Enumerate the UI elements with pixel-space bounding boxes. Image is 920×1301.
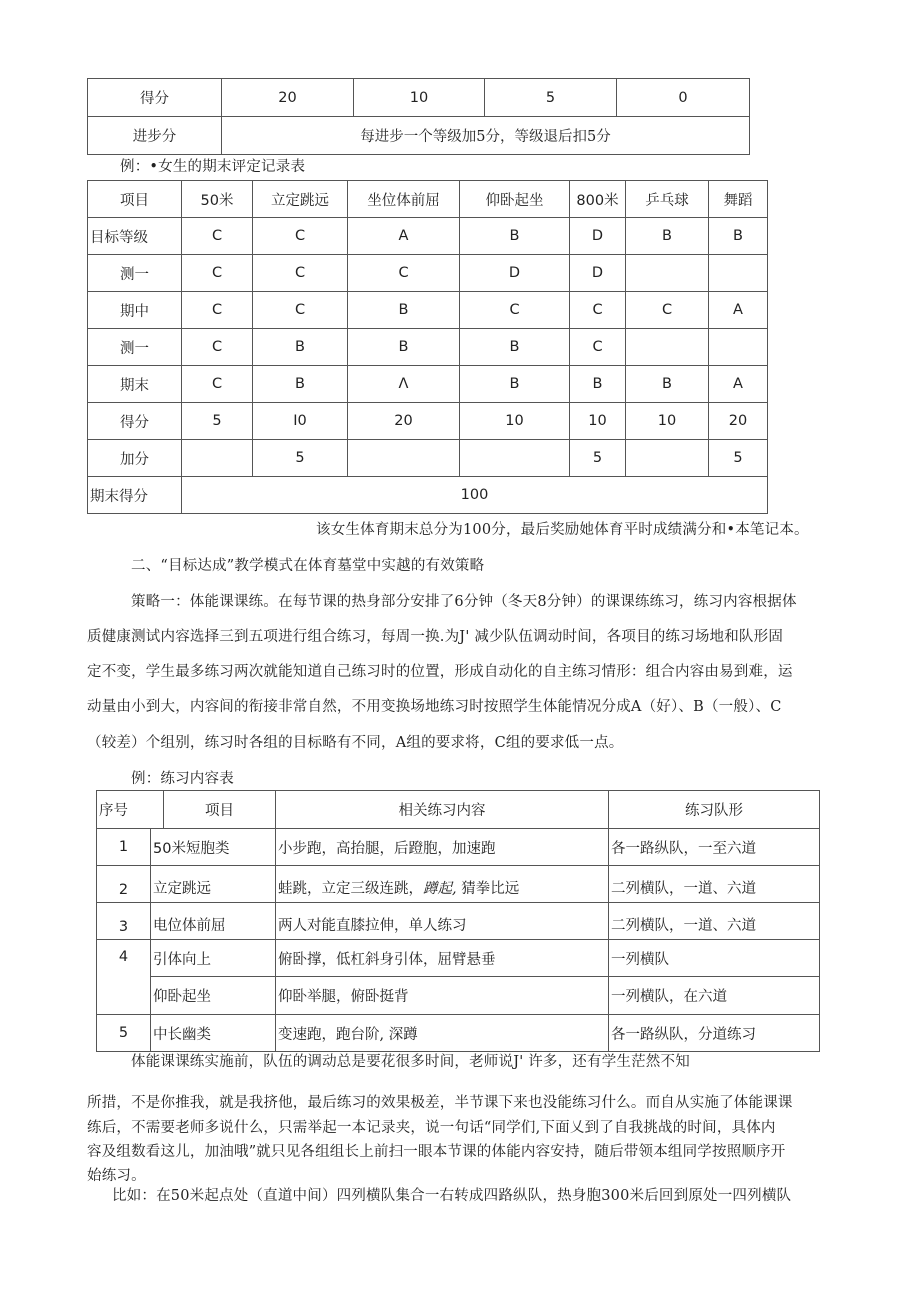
section-heading: 二、“目标达成”教学模式在体育墓堂中实越的有效策略 <box>131 558 485 574</box>
score-cell: 10 <box>626 403 709 440</box>
practice-row <box>97 1015 820 1052</box>
row-label: 测一 <box>88 329 182 366</box>
score-row <box>88 79 750 117</box>
score-cell: 10 <box>354 79 485 117</box>
content-text: 蛙跳，立定三级连跳， <box>278 881 423 897</box>
practice-header <box>96 790 820 829</box>
grade-cell: B <box>570 366 626 403</box>
example2-caption: 例：练习内容表 <box>131 771 234 787</box>
record-row <box>88 255 768 292</box>
record-header-row <box>88 181 768 218</box>
score-cell: 10 <box>570 403 626 440</box>
record-row <box>88 218 768 255</box>
final-score-value: 100 <box>182 477 768 514</box>
grade-cell: D <box>460 255 570 292</box>
practice-row <box>97 866 820 903</box>
grade-cell: D <box>570 255 626 292</box>
header-cell: 800米 <box>570 181 626 218</box>
bonus-cell: 5 <box>570 440 626 477</box>
practice-row <box>97 829 820 866</box>
content-cell: 两人对能直膝拉伸，单人练习 <box>276 903 609 940</box>
row-label: 测一 <box>88 255 182 292</box>
row-label: 期末得分 <box>88 477 182 514</box>
grade-cell: B <box>348 329 460 366</box>
row-number: 4 <box>97 940 151 1015</box>
example1-caption: 例：•女生的期末评定记录表 <box>120 159 306 175</box>
grade-cell: B <box>460 218 570 255</box>
row-label: 期中 <box>88 292 182 329</box>
closing-line: 练后，不需要老师多说什么，只需举起一本记录夹，说一句话“同学们,下面乂到了自我挑战的时间，具体内 <box>87 1120 776 1136</box>
header-cell: 练习队形 <box>609 791 820 829</box>
practice-table <box>96 790 819 1051</box>
grade-cell: A <box>348 218 460 255</box>
grade-cell: B <box>253 329 348 366</box>
closing-first-line: 体能课课练实施前，队伍的调动总是要花很多时间，老师说J' 许多，还有学生茫然不知 <box>131 1054 690 1070</box>
header-cell: 项目 <box>164 791 276 829</box>
score-cell: 20 <box>222 79 354 117</box>
bonus-cell <box>626 440 709 477</box>
practice-body <box>96 828 820 1052</box>
header-cell: 仰卧起坐 <box>460 181 570 218</box>
grade-cell: C <box>182 218 253 255</box>
header-cell: 立定跳远 <box>253 181 348 218</box>
grade-cell: C <box>570 292 626 329</box>
grade-cell: B <box>253 366 348 403</box>
record-row <box>88 440 768 477</box>
grade-cell <box>709 255 768 292</box>
record-table <box>87 180 768 514</box>
record-row <box>88 329 768 366</box>
grade-cell: B <box>460 366 570 403</box>
row-number: 1 <box>97 829 151 866</box>
grade-cell <box>626 255 709 292</box>
summary-line: 该女生体育期末总分为100分，最后奖励她体育平时成绩满分和•本笔记本。 <box>316 522 809 538</box>
formation-cell: 一列横队 <box>609 940 820 977</box>
formation-cell: 二列横队，一道、六道 <box>609 866 820 903</box>
content-cell: 变速跑，跑台阶, 深蹲 <box>276 1015 609 1052</box>
grade-cell: C <box>182 292 253 329</box>
grade-cell <box>709 329 768 366</box>
item-cell: 立定跳远 <box>151 866 276 903</box>
progress-row <box>88 117 750 155</box>
header-cell: 相关练习内容 <box>276 791 609 829</box>
grade-cell: B <box>460 329 570 366</box>
score-cell: I0 <box>253 403 348 440</box>
row-label: 得分 <box>88 403 182 440</box>
grade-cell: A <box>709 292 768 329</box>
item-cell: 中长幽类 <box>151 1015 276 1052</box>
grade-cell: B <box>626 218 709 255</box>
grade-cell: C <box>253 218 348 255</box>
grade-cell: C <box>460 292 570 329</box>
grade-cell: C <box>253 255 348 292</box>
row-label: 期末 <box>88 366 182 403</box>
content-cell <box>276 866 609 903</box>
row-number: 3 <box>97 903 151 940</box>
final-score-row <box>88 477 768 514</box>
content-cell: 仰卧举腿，俯卧挺背 <box>276 977 609 1015</box>
formation-cell: 二列横队，一道、六道 <box>609 903 820 940</box>
closing-line: 容及组数看这儿，加油哦”就只见各组组长上前扫一眼本节课的体能内容安持，随后带领本组同学按照顺序开 <box>87 1144 786 1160</box>
grade-cell: C <box>626 292 709 329</box>
item-cell: 50米短胞类 <box>151 829 276 866</box>
row-label: 加分 <box>88 440 182 477</box>
record-row <box>88 292 768 329</box>
content-cell: 俯卧撑，低杠斜身引体，屈臂悬垂 <box>276 940 609 977</box>
record-row <box>88 366 768 403</box>
grade-cell: C <box>182 329 253 366</box>
content-italic: 蹲起, <box>423 881 457 897</box>
grade-cell: D <box>570 218 626 255</box>
content-cell: 小步跑，高抬腿，后蹬胞，加速跑 <box>276 829 609 866</box>
progress-rule: 每进步一个等级加5分，等级退后扣5分 <box>222 117 750 155</box>
grade-cell: C <box>182 255 253 292</box>
item-cell: 仰卧起坐 <box>151 977 276 1015</box>
score-cell: 20 <box>348 403 460 440</box>
example-line: 比如：在50米起点处（直道中间）四列横队集合一右转成四路纵队，热身胞300米后回到原处一四列横队 <box>112 1188 792 1204</box>
header-cell: 50米 <box>182 181 253 218</box>
row-number: 5 <box>97 1015 151 1052</box>
practice-row <box>97 940 820 977</box>
grade-cell: C <box>570 329 626 366</box>
strategy-line: 质健康测试内容选择三到五项进行组合练习，每周一换.为J' 减少队伍调动时间，各项目的练习场地和队形固 <box>87 629 784 645</box>
bonus-cell <box>182 440 253 477</box>
row-label: 进步分 <box>88 117 222 155</box>
bonus-cell <box>460 440 570 477</box>
grade-cell: B <box>709 218 768 255</box>
practice-row <box>97 977 820 1015</box>
header-cell: 项目 <box>88 181 182 218</box>
strategy-line: 动量由小到大，内容间的衔接非常自然，不用变换场地练习时按照学生体能情况分成A（好）、B（一般）、C <box>87 699 782 715</box>
grade-cell: C <box>182 366 253 403</box>
score-cell: 10 <box>460 403 570 440</box>
record-row <box>88 403 768 440</box>
closing-line: 所措，不是你推我，就是我挤他，最后练习的效果极差，半节课下来也没能练习什么。而自从实施了体能课课 <box>87 1095 793 1111</box>
score-cell: 5 <box>182 403 253 440</box>
header-cell: 坐位体前屈 <box>348 181 460 218</box>
closing-line: 始练习。 <box>87 1168 146 1184</box>
header-cell: 舞蹈 <box>709 181 768 218</box>
row-label: 得分 <box>88 79 222 117</box>
formation-cell: 一列横队，在六道 <box>609 977 820 1015</box>
formation-cell: 各一路纵队，分道练习 <box>609 1015 820 1052</box>
strategy-line: （较差）个组别，练习时各组的目标略有不同，A组的要求将，C组的要求低一点。 <box>87 735 624 751</box>
item-cell: 引体向上 <box>151 940 276 977</box>
grade-cell: Λ <box>348 366 460 403</box>
score-cell: 5 <box>485 79 617 117</box>
bonus-cell: 5 <box>709 440 768 477</box>
grade-cell: B <box>348 292 460 329</box>
grade-cell: C <box>253 292 348 329</box>
item-cell: 电位体前屈 <box>151 903 276 940</box>
strategy-line: 策略一：体能课课练。在每节课的热身部分安排了6分钟（冬天8分钟）的课课练练习，练习内容根据体 <box>131 594 797 610</box>
score-cell: 0 <box>617 79 750 117</box>
header-cell: 乒乓球 <box>626 181 709 218</box>
grade-cell <box>626 329 709 366</box>
content-text: 猜拳比远 <box>456 881 520 897</box>
grade-cell: A <box>709 366 768 403</box>
bonus-cell <box>348 440 460 477</box>
grade-cell: B <box>626 366 709 403</box>
bonus-cell: 5 <box>253 440 348 477</box>
header-cell: 序号 <box>97 791 164 829</box>
grade-cell: C <box>348 255 460 292</box>
row-number: 2 <box>97 866 151 903</box>
score-cell: 20 <box>709 403 768 440</box>
strategy-line: 定不变，学生最多练习两次就能知道自己练习时的位置，形成自动化的自主练习情形：组合内容由易到难，运 <box>87 664 793 680</box>
score-table <box>87 78 750 155</box>
practice-row <box>97 903 820 940</box>
row-label: 目标等级 <box>88 218 182 255</box>
formation-cell: 各一路纵队，一至六道 <box>609 829 820 866</box>
